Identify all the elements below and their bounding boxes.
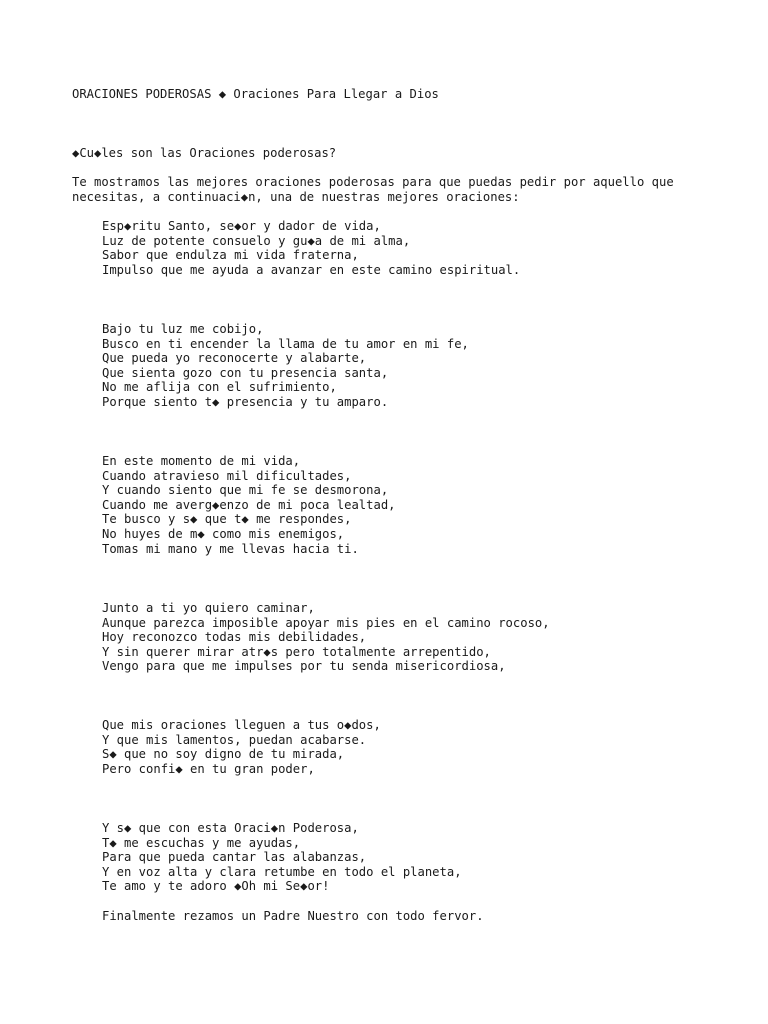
intro-line: Te mostramos las mejores oraciones poderosas para que puedas pedir por aquello que [72,175,674,189]
verse-line: Impulso que me ayuda a avanzar en este camino espiritual. [102,262,521,277]
stanza-5 [102,718,381,776]
verse-line: Y sin querer mirar atr◆s pero totalmente arrepentido, [102,644,491,659]
closing-line: Finalmente rezamos un Padre Nuestro con todo fervor. [102,909,484,923]
stanza-2 [102,322,469,410]
verse-line: No huyes de m◆ como mis enemigos, [102,526,345,541]
verse-line: Aunque parezca imposible apoyar mis pies en el camino rocoso, [102,615,550,630]
verse-line: Porque siento t◆ presencia y tu amparo. [102,394,389,409]
verse-line: Vengo para que me impulses por tu senda misericordiosa, [102,659,506,674]
intro-line: necesitas, a continuaci◆n, una de nuestras mejores oraciones: [72,189,520,204]
verse-line: Esp◆ritu Santo, se◆or y dador de vida, [102,219,381,233]
verse-line: Junto a ti yo quiero caminar, [102,601,315,615]
verse-line: En este momento de mi vida, [102,454,301,468]
verse-line: Pero confi◆ en tu gran poder, [102,761,315,776]
verse-line: Bajo tu luz me cobijo, [102,322,264,336]
verse-line: Para que pueda cantar las alabanzas, [102,850,367,865]
verse-line: Que pueda yo reconocerte y alabarte, [102,351,367,366]
stanza-3 [102,454,396,556]
verse-line: Te amo y te adoro ◆Oh mi Se◆or! [102,879,330,894]
verse-line: No me aflija con el sufrimiento, [102,380,337,395]
verse-line: Tomas mi mano y me llevas hacia ti. [102,541,359,556]
document-title: ORACIONES PODEROSAS ◆ Oraciones Para Llegar a Dios [72,87,439,101]
verse-line: Y en voz alta y clara retumbe en todo el planeta, [102,864,462,879]
verse-line: S◆ que no soy digno de tu mirada, [102,747,345,762]
verse-line: Y cuando siento que mi fe se desmorona, [102,483,389,498]
verse-line: Que sienta gozo con tu presencia santa, [102,365,389,380]
verse-line: Y que mis lamentos, puedan acabarse. [102,732,367,747]
verse-line: Hoy reconozco todas mis debilidades, [102,630,367,645]
verse-line: Luz de potente consuelo y gu◆a de mi alma, [102,233,411,248]
stanza-1 [102,219,520,277]
verse-line: Cuando atravieso mil dificultades, [102,468,352,483]
verse-line: Sabor que endulza mi vida fraterna, [102,248,359,263]
intro-paragraph [72,175,674,204]
verse-line: Te busco y s◆ que t◆ me respondes, [102,512,352,527]
verse-line: Busco en ti encender la llama de tu amor en mi fe, [102,336,469,351]
stanza-6 [102,821,462,894]
verse-line: Cuando me averg◆enzo de mi poca lealtad, [102,497,396,512]
verse-line: Que mis oraciones lleguen a tus o◆dos, [102,718,381,732]
stanza-4 [102,601,550,674]
section-question: ◆Cu◆les son las Oraciones poderosas? [72,146,337,160]
verse-line: T◆ me escuchas y me ayudas, [102,835,301,850]
verse-line: Y s◆ que con esta Oraci◆n Poderosa, [102,821,359,835]
